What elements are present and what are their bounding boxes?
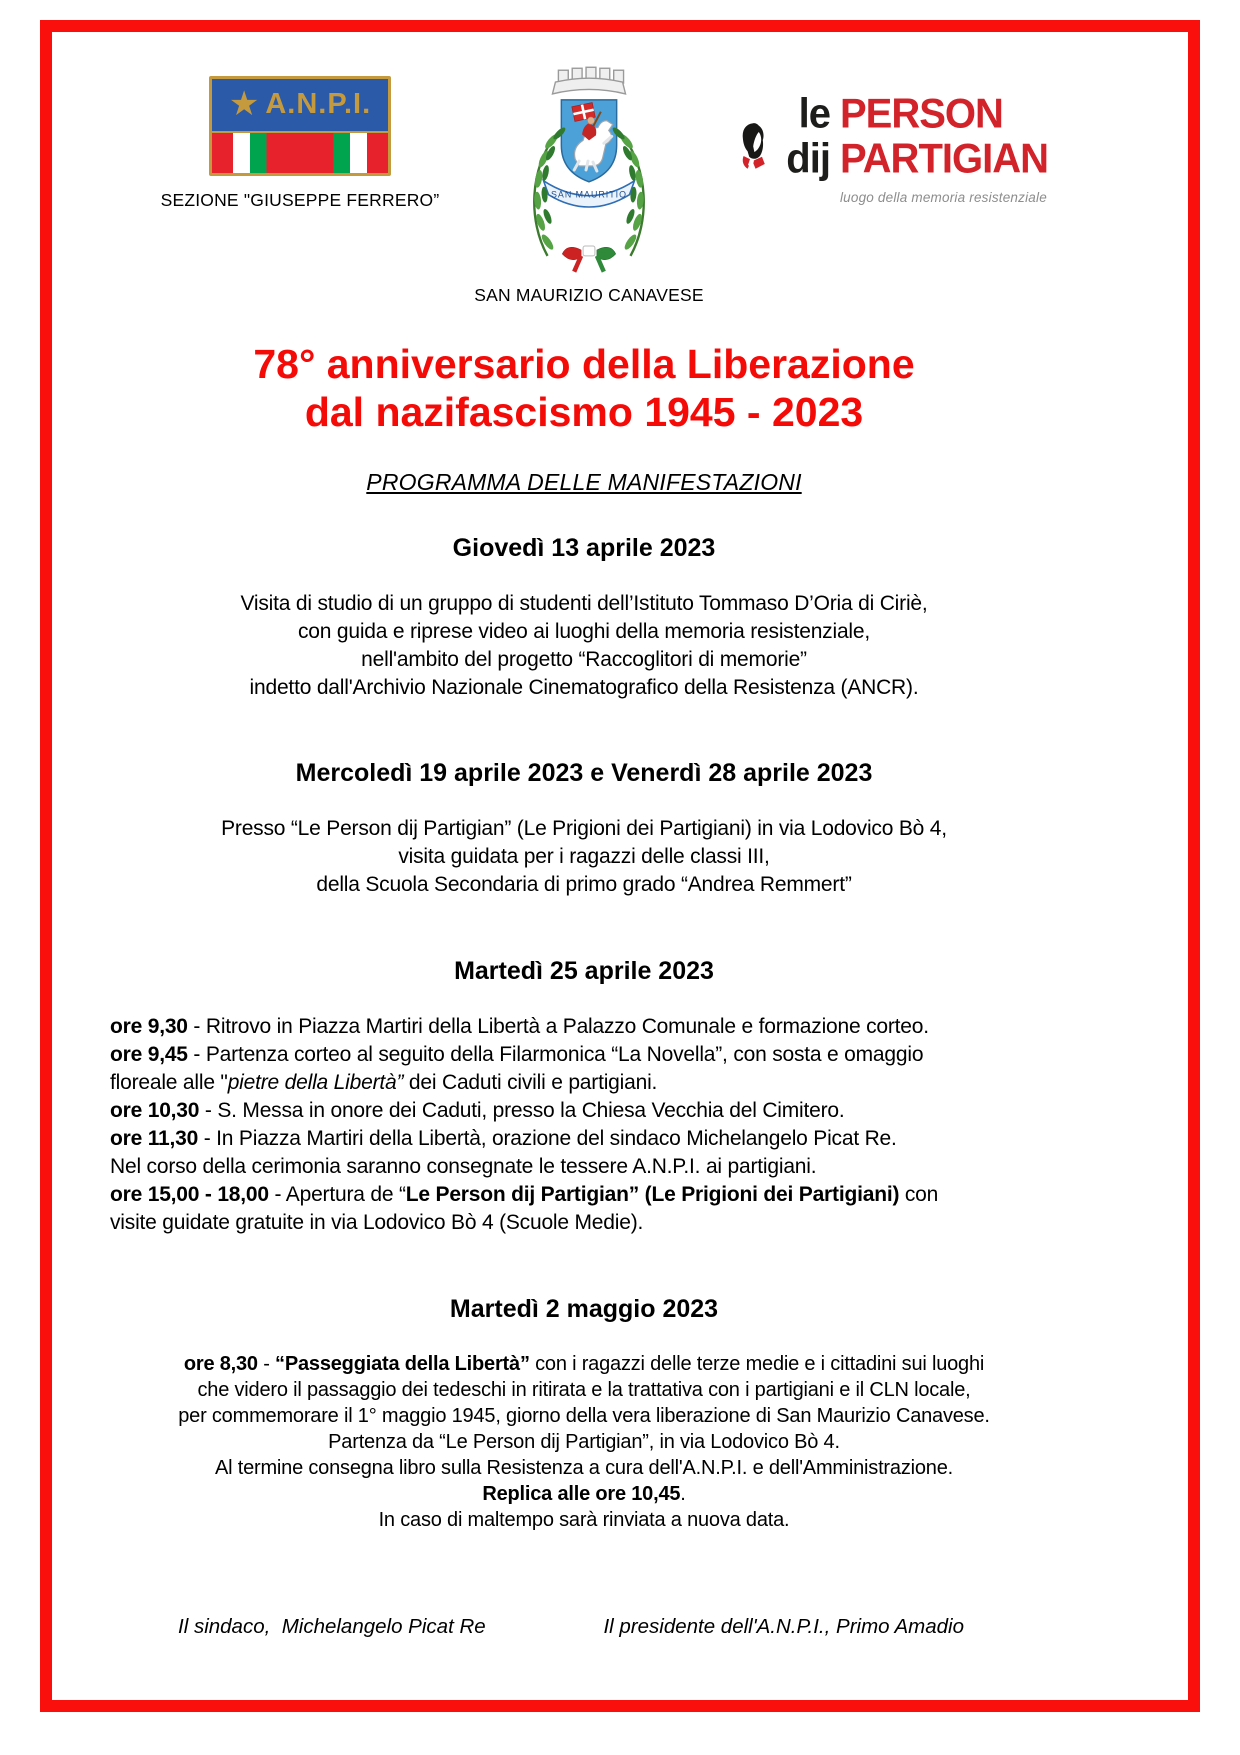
section-heading: Martedì 25 aprile 2023 — [454, 957, 714, 986]
anpi-logo-block — [160, 76, 440, 211]
paragraph — [110, 1013, 1058, 1236]
anpi-badge — [209, 76, 391, 176]
signatures — [110, 1615, 1058, 1639]
text-line: Nel corso della cerimonia saranno consegnate le tessere A.N.P.I. ai partigiani. — [110, 1154, 817, 1178]
text-line: ore 15,00 - 18,00 - Apertura de “Le Person dij Partigian” (Le Prigioni dei Partigiani) con — [110, 1182, 939, 1206]
text-line: Al termine consegna libro sulla Resistenza a cura dell'A.N.P.I. e dell'Amministrazione. — [214, 1456, 953, 1479]
anpi-acronym: A.N.P.I. — [265, 88, 372, 121]
museum-word-le: le — [798, 90, 830, 138]
mayor-signature: Il sindaco, Michelangelo Picat Re — [178, 1614, 486, 1638]
museum-logo-block — [738, 86, 1048, 206]
star-icon: ★ — [228, 84, 260, 123]
text-line: floreale alle "pietre della Libertà” dei Caduti civili e partigiani. — [110, 1071, 658, 1095]
anpi-badge-top — [212, 79, 388, 133]
text-line: che videro il passaggio dei tedeschi in ritirata e la trattativa con i partigiani e il CLN locale, — [197, 1378, 971, 1401]
text-line: Presso “Le Person dij Partigian” (Le Prigioni dei Partigiani) in via Lodovico Bò 4, — [221, 817, 947, 841]
museum-word-dij: dij — [786, 135, 830, 183]
section-heading: Martedì 2 maggio 2023 — [449, 1294, 719, 1323]
text-line: ore 11,30 - In Piazza Martiri della Libertà, orazione del sindaco Michelangelo Picat Re. — [110, 1126, 897, 1150]
text-line: Replica alle ore 10,45. — [482, 1482, 686, 1505]
municipality-caption: SAN MAURIZIO CANAVESE — [474, 285, 704, 305]
text-line: In caso di maltempo sarà rinviata a nuova data. — [378, 1508, 790, 1531]
municipal-crest-block — [474, 62, 703, 306]
text-line: Partenza da “Le Person dij Partigian”, in via Lodovico Bò 4. — [328, 1430, 840, 1453]
poster-content — [52, 32, 1188, 1700]
text-line: per commemorare il 1° maggio 1945, giorno della vera liberazione di San Maurizio Canavese. — [178, 1404, 990, 1427]
partisan-portrait-icon — [738, 86, 770, 206]
crest-banner-text: SAN MAURITIO — [551, 189, 627, 200]
text-line: ore 9,45 - Partenza corteo al seguito della Filarmonica “La Novella”, con sosta e omaggio — [110, 1043, 924, 1067]
section-heading: Mercoledì 19 aprile 2023 e Venerdì 28 aprile 2023 — [295, 759, 873, 788]
italian-tricolor-ribbon — [212, 133, 388, 173]
text-line: della Scuola Secondaria di primo grado “Andrea Remmert” — [316, 873, 852, 897]
title-line-1: 78° anniversario della Liberazione — [253, 341, 915, 387]
program-section — [110, 534, 1058, 702]
text-line: nell'ambito del progetto “Raccoglitori di memorie” — [361, 647, 807, 671]
museum-word-partigian: PARTIGIAN — [839, 135, 1048, 183]
tricolor-bow-icon — [562, 246, 615, 272]
museum-logo-text — [778, 86, 1048, 205]
program-subtitle: PROGRAMMA DELLE MANIFESTAZIONI — [366, 468, 802, 495]
anpi-section-caption: SEZIONE "GIUSEPPE FERRERO” — [160, 190, 440, 210]
header-logos — [110, 32, 1058, 306]
program-sections — [110, 534, 1058, 1533]
anpi-president-signature: Il presidente dell'A.N.P.I., Primo Amadio — [603, 1614, 964, 1638]
text-line: visite guidate gratuite in via Lodovico Bò 4 (Scuole Medie). — [110, 1210, 644, 1234]
mural-crown-icon — [552, 67, 625, 94]
text-line: visita guidata per i ragazzi delle classi III, — [398, 845, 770, 869]
text-line: indetto dall'Archivio Nazionale Cinematografico della Resistenza (ANCR). — [249, 675, 919, 699]
text-line: con guida e riprese video ai luoghi della memoria resistenziale, — [297, 619, 871, 643]
paragraph — [110, 815, 1058, 899]
program-section — [110, 759, 1058, 899]
text-line: Visita di studio di un gruppo di studenti dell’Istituto Tommaso D’Oria di Ciriè, — [240, 591, 928, 615]
museum-word-person: PERSON — [839, 90, 1003, 138]
section-heading: Giovedì 13 aprile 2023 — [452, 533, 716, 562]
text-line: ore 10,30 - S. Messa in onore dei Caduti, presso la Chiesa Vecchia del Cimitero. — [110, 1098, 845, 1122]
paragraph — [110, 1351, 1058, 1533]
program-section — [110, 957, 1058, 1236]
text-line: ore 9,30 - Ritrovo in Piazza Martiri della Libertà a Palazzo Comunale e formazione corteo. — [110, 1015, 929, 1039]
poster-title — [110, 340, 1058, 437]
text-line: ore 8,30 - “Passeggiata della Libertà” con i ragazzi delle terze medie e i cittadini sui luoghi — [183, 1352, 985, 1375]
san-maurizio-coat-of-arms — [510, 62, 668, 274]
museum-tagline: luogo della memoria resistenziale — [839, 190, 1047, 205]
title-line-2: dal nazifascismo 1945 - 2023 — [304, 389, 864, 436]
paragraph — [110, 590, 1058, 702]
program-section — [110, 1295, 1058, 1533]
